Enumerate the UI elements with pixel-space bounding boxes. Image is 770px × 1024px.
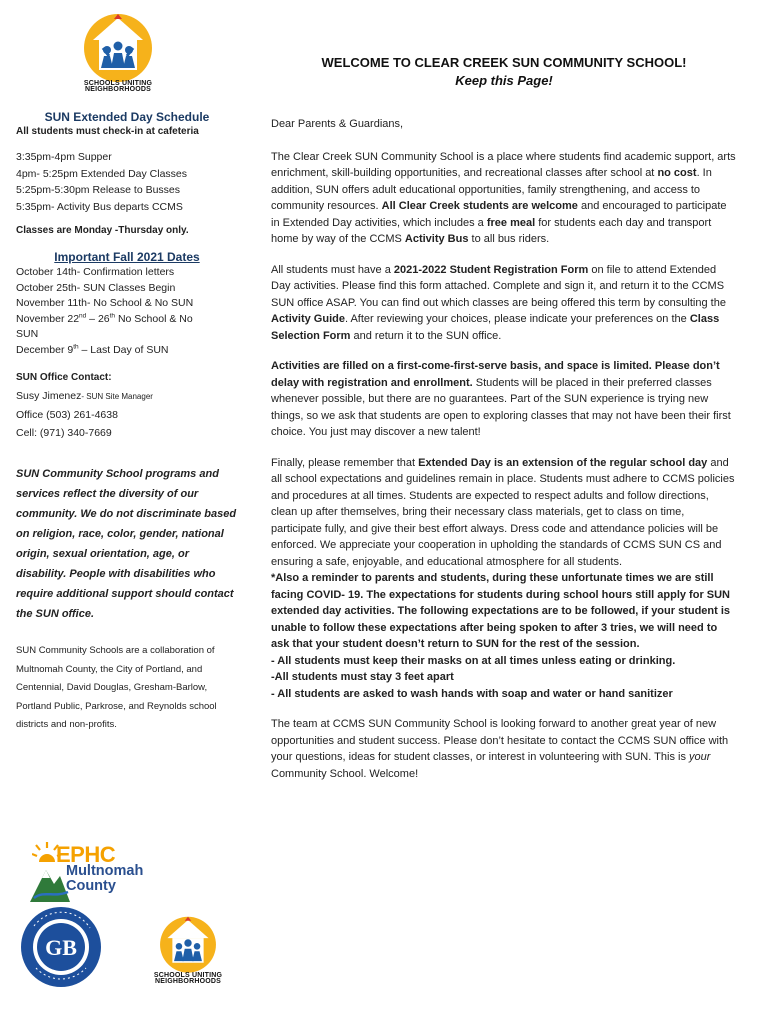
text-run-bold: no cost [657, 167, 697, 179]
cell-phone: Cell: (971) 340-7669 [16, 427, 112, 439]
schedule-list [16, 149, 238, 215]
sun-logo-bottom [148, 912, 228, 986]
logo-caption-line1: SCHOOLS UNITING [83, 80, 153, 87]
covid-rule-distance: -All students must stay 3 feet apart [271, 671, 454, 683]
date-text: No School & No [115, 312, 193, 325]
sun-logo-top [68, 10, 168, 94]
collaboration-note: SUN Community Schools are a collaboration of Multnomah County, the City of Portland, and Centennial, David Douglas, Gresham-Barlow, Portland Public, Parkrose, and Reynolds school districts and non-profits. [16, 645, 217, 730]
date-item-continued: SUN [16, 328, 39, 340]
schedule-title: SUN Extended Day Schedule [44, 110, 210, 124]
date-text: – 26 [86, 312, 110, 325]
text-run-bold: Activity Guide [271, 313, 345, 325]
text-run: All students must have a [271, 263, 394, 276]
text-run: on file to attend Extended Day activities. Please find this form attached. Complete and sign it, and return it to the CCMS SUN office ASAP. You can find out which classes are being offered this term by consulting the [271, 263, 726, 309]
schedule-item: 4pm- 5:25pm Extended Day Classes [16, 167, 187, 180]
class-days-note: Classes are Monday -Thursday only. [16, 225, 189, 236]
text-run-bold: free meal [486, 216, 536, 229]
contact-role: - SUN Site Manager [81, 392, 153, 401]
date-suffix: th [109, 312, 116, 319]
date-suffix: nd [79, 312, 87, 319]
multnomah-county-wordmark [66, 864, 143, 894]
letter-paragraph-registration [271, 262, 737, 345]
multnomah-text: Multnomah [66, 863, 144, 879]
text-run: and return it to the SUN office. [350, 329, 502, 342]
letter-title: WELCOME TO CLEAR CREEK SUN COMMUNITY SCHOOL! [321, 55, 687, 70]
office-contact-title: SUN Office Contact: [16, 372, 112, 383]
mountain-icon [30, 864, 70, 902]
text-run: . After reviewing your choices, please indicate your preferences on the [344, 313, 690, 325]
school-district-seal-icon [20, 906, 102, 988]
letter-paragraph-activities [271, 358, 737, 441]
logo-caption-line2: NEIGHBORHOODS [155, 978, 221, 985]
checkin-note: All students must check-in at cafeteria [16, 126, 199, 137]
ephc-multnomah-logo [30, 842, 144, 904]
gresham-barlow-seal [20, 906, 102, 988]
date-suffix: th [73, 343, 79, 350]
date-item [16, 343, 238, 359]
text-run: . In addition, SUN offers adult educational opportunities, family strengthening, and access to community resources. [271, 167, 712, 212]
text-run: Community School. Welcome! [271, 767, 419, 780]
logo-caption-line1: SCHOOLS UNITING [153, 972, 223, 979]
sun-schoolhouse-icon [73, 10, 163, 82]
text-run: for students each day and transport home by way of the CCMS [271, 216, 712, 245]
text-run-bold: All Clear Creek students are welcome [381, 200, 578, 212]
text-run-bold: Extended Day is an extension of the regular school day [418, 456, 708, 469]
date-item [16, 312, 238, 328]
office-contact-name [16, 387, 238, 406]
letter-closing [271, 716, 737, 782]
welcome-letter [271, 54, 737, 796]
schedule-item: 5:35pm- Activity Bus departs CCMS [16, 200, 183, 213]
date-item: November 11th- No School & No SUN [16, 297, 194, 309]
logo-caption-line2: NEIGHBORHOODS [85, 86, 151, 93]
contact-name: Susy Jimenez [16, 390, 82, 402]
letter-paragraph-expectations [271, 455, 737, 571]
date-item: October 14th- Confirmation letters [16, 266, 175, 278]
schedule-item: 5:25pm-5:30pm Release to Busses [16, 184, 181, 196]
text-run: to all bus riders. [468, 233, 550, 245]
text-run: Finally, please remember that [271, 456, 419, 469]
covid-reminder: *Also a reminder to parents and students, during these unfortunate times we are still facing COVID- 19. The expectations for students during school hours still apply for SUN extended day activities. The following expectations are to be followed, if your student is unable to follow these expectations after being spoken to after 3 tries, we will need to ask that your student doesn’t return to SUN for the rest of the session. [271, 572, 731, 650]
text-run-italic: your [689, 751, 711, 763]
dates-title: Important Fall 2021 Dates [54, 250, 200, 264]
ephc-wordmark: EPHC [56, 842, 116, 867]
office-phone: Office (503) 261-4638 [16, 409, 118, 421]
letter-subtitle: Keep this Page! [455, 73, 553, 88]
text-run-bold: Activity Bus [404, 233, 469, 245]
text-run-bold: 2021-2022 Student Registration Form [393, 263, 589, 276]
letter-greeting: Dear Parents & Guardians, [271, 118, 404, 130]
covid-rule-masks: - All students must keep their masks on at all times unless eating or drinking. [271, 654, 676, 667]
letter-paragraph-intro [271, 149, 737, 248]
text-run-bold: Class Selection Form [271, 313, 720, 342]
svg-text:GB: GB [45, 935, 77, 960]
county-text: County [66, 878, 116, 894]
date-text: November 22 [16, 312, 80, 325]
date-text: December 9 [16, 343, 74, 356]
text-run: and all school expectations and guidelines remain in place. Students must adhere to CCMS policies and procedures at all times. Students are expected to respect adults and follow directions, clean up after themselves, bring their necessary class materials, get to class on time, participate fully, and give their best effort always. Dress code and attendance policies will be enforced. We appreciate your cooperation in upholding the standards of CCMS SUN CS and ensuring a safe, enjoyable, and educational atmosphere for all students. [271, 456, 735, 568]
date-text: – Last Day of SUN [78, 343, 169, 356]
text-run: The team at CCMS SUN Community School is looking forward to another great year of new opportunities and student success. Please don’t hesitate to contact the CCMS SUN office with your questions, ideas for student classes, or interest in volunteering with SUN. This is [271, 718, 729, 763]
diversity-statement: SUN Community School programs and services reflect the diversity of our community. We do not discriminate based on religion, race, color, gender, national origin, sexual orientation, age, or disability. People with disabilities who require additional support should contact the SUN office. [16, 468, 237, 620]
text-run: Students will be placed in their preferred classes whenever possible, but there are no guarantees. Part of the SUN experience is trying new things, so we ask that students are open to exploring classes that may not have been their first choice. You just may discover a new talent! [271, 376, 731, 438]
text-run: The Clear Creek SUN Community School is a place where students find academic support, arts enrichment, skill-building opportunities, and recreational classes after school at [271, 150, 736, 179]
schedule-item: 3:35pm-4pm Supper [16, 151, 112, 163]
text-run: and encouraged to participate in Extended Day activities, which includes a [271, 200, 727, 229]
date-item: October 25th- SUN Classes Begin [16, 281, 176, 294]
left-column [16, 110, 238, 735]
text-run-bold: Activities are filled on a first-come-first-serve basis, and space is limited. Please don’t delay with registration and enrollment. [271, 360, 720, 389]
dates-list [16, 265, 238, 358]
covid-rule-handwashing: - All students are asked to wash hands with soap and water or hand sanitizer [271, 687, 673, 700]
sun-schoolhouse-icon [151, 912, 225, 974]
